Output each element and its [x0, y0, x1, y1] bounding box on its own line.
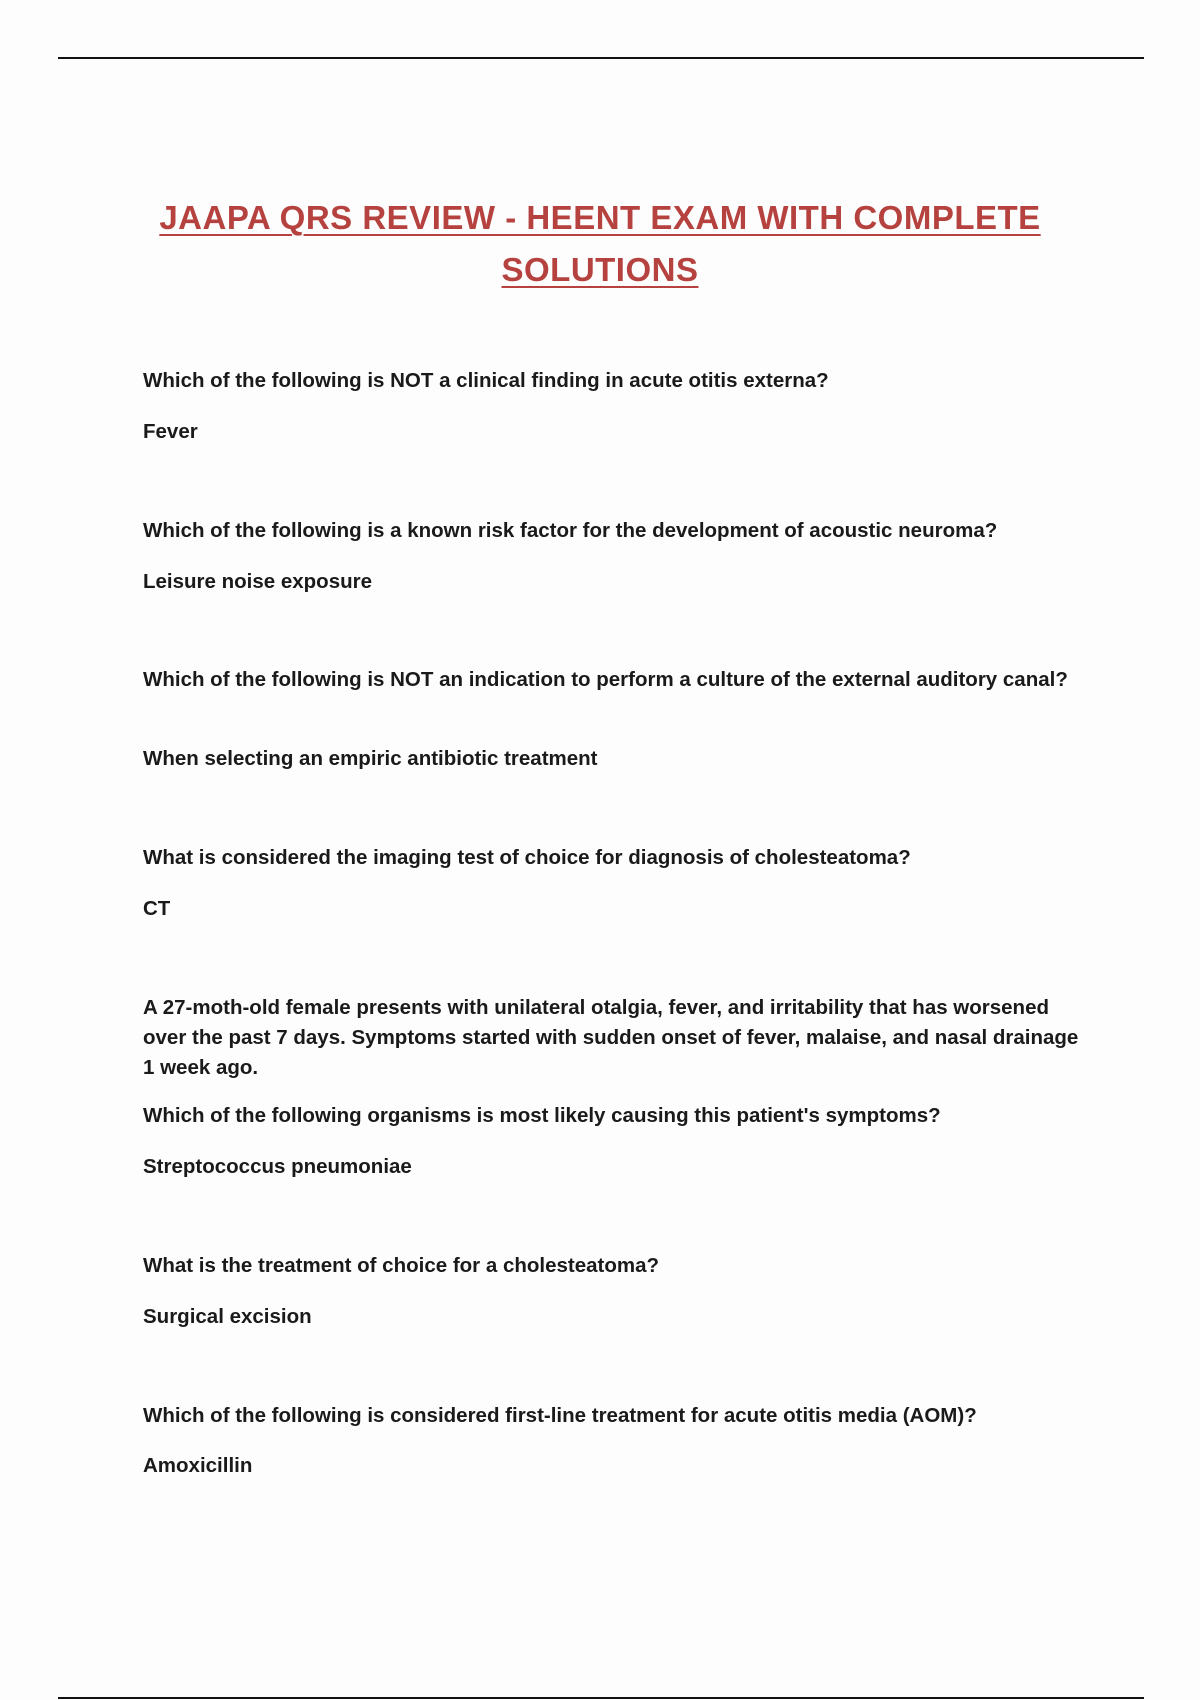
- answer-1: Fever: [143, 420, 198, 443]
- question-1: Which of the following is NOT a clinical finding in acute otitis externa?: [143, 369, 829, 392]
- question-2: Which of the following is a known risk factor for the development of acoustic neuroma?: [143, 519, 998, 542]
- answer-4: CT: [143, 897, 171, 920]
- answer-6: Surgical excision: [143, 1305, 312, 1328]
- answer-2: Leisure noise exposure: [143, 570, 373, 593]
- answer-3: When selecting an empiric antibiotic treatment: [143, 747, 598, 770]
- answer-7: Amoxicillin: [143, 1454, 253, 1477]
- top-rule: [58, 57, 1144, 59]
- question-3: Which of the following is NOT an indication to perform a culture of the external auditory canal?: [143, 668, 1068, 691]
- question-5: Which of the following organisms is most likely causing this patient's symptoms?: [143, 1104, 941, 1127]
- question-7: Which of the following is considered first-line treatment for acute otitis media (AOM)?: [143, 1404, 977, 1427]
- document-title-line2: SOLUTIONS: [501, 251, 699, 288]
- bottom-rule: [58, 1697, 1144, 1699]
- question-4: What is considered the imaging test of choice for diagnosis of cholesteatoma?: [143, 846, 911, 869]
- question-6: What is the treatment of choice for a cholesteatoma?: [143, 1254, 660, 1277]
- document-title-line1: JAAPA QRS REVIEW - HEENT EXAM WITH COMPLETE: [159, 199, 1041, 236]
- answer-5: Streptococcus pneumoniae: [143, 1155, 412, 1178]
- case-stem-5: A 27-moth-old female presents with unilateral otalgia, fever, and irritability that has worsened over the past 7 days. Symptoms started with sudden onset of fever, malaise, and nasal drainage 1 week ago.: [143, 996, 1079, 1079]
